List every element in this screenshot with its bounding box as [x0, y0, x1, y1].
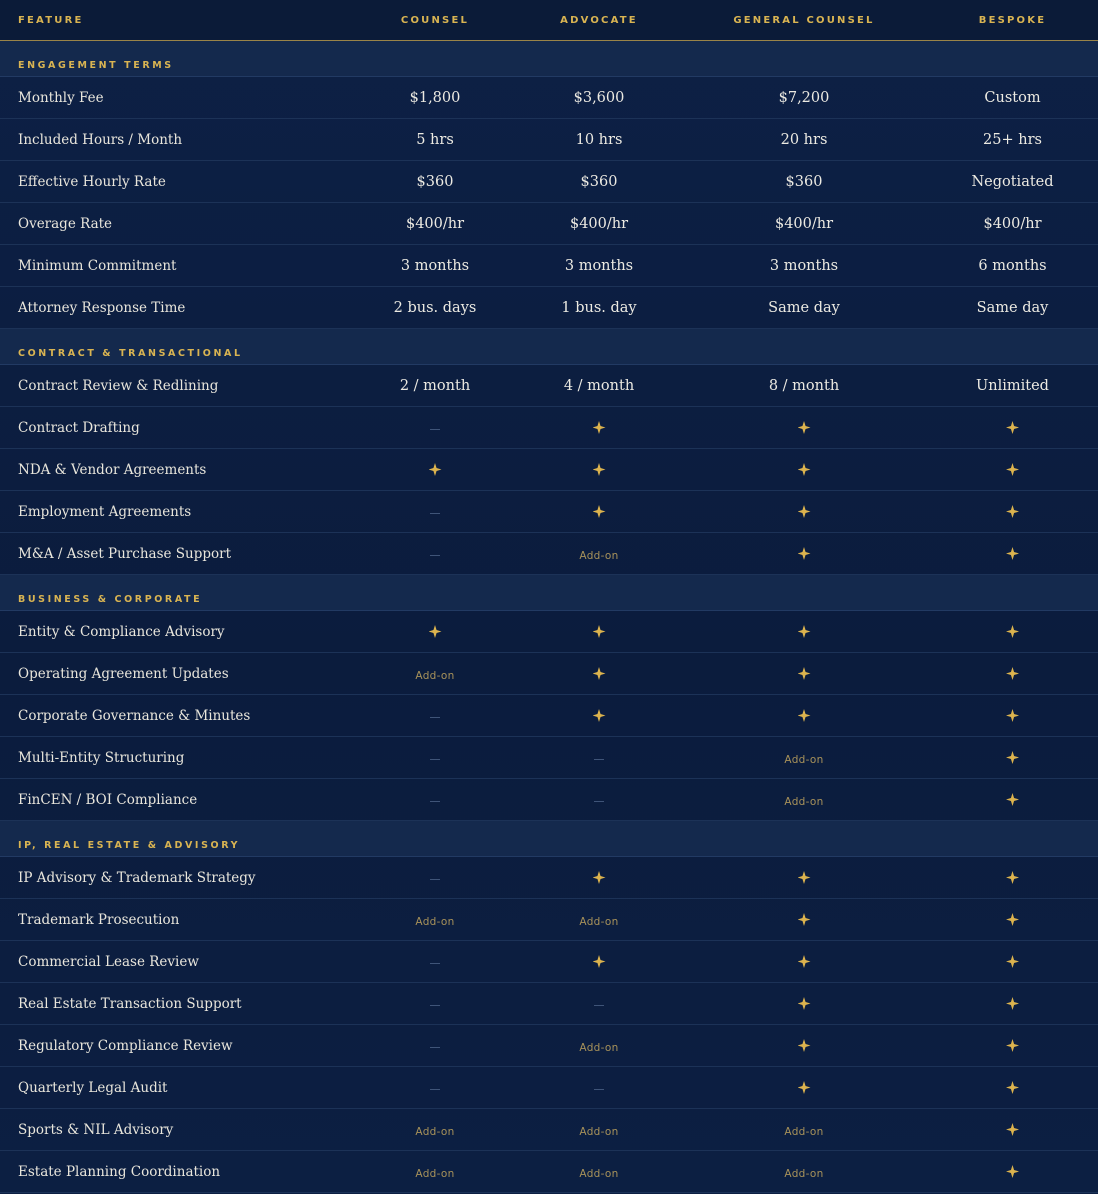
tier-value-cell: $1,800: [409, 89, 461, 106]
tier-value-cell: [927, 1164, 1098, 1180]
star-icon: [593, 709, 606, 722]
star-icon: [1006, 463, 1019, 476]
addon-label: Add-on: [415, 1125, 455, 1138]
star-icon: [1006, 913, 1019, 926]
section-title: BUSINESS & CORPORATE: [18, 594, 203, 605]
tier-value-cell: [927, 420, 1098, 436]
tier-value-cell: [353, 750, 517, 766]
tier-value-cell: Same day: [976, 299, 1049, 316]
feature-label: Monthly Fee: [18, 89, 104, 106]
star-icon: [798, 913, 811, 926]
feature-label: Multi-Entity Structuring: [18, 749, 185, 766]
tier-value-cell: [353, 1038, 517, 1054]
table-row: [0, 737, 1098, 779]
tier-value-cell: [927, 1080, 1098, 1096]
addon-label: Add-on: [415, 915, 455, 928]
tier-value-cell: [517, 1080, 681, 1096]
feature-label: Estate Planning Coordination: [18, 1163, 221, 1180]
table-row: [0, 533, 1098, 575]
star-icon: [1006, 421, 1019, 434]
tier-value-cell: [517, 462, 681, 478]
section-header: [0, 41, 1098, 77]
table-row: [0, 407, 1098, 449]
tier-value-cell: [353, 954, 517, 970]
star-icon: [593, 871, 606, 884]
star-icon: [798, 871, 811, 884]
tier-value-cell: [681, 870, 927, 886]
tier-value-cell: [353, 420, 517, 436]
table-row: [0, 983, 1098, 1025]
tier-value-cell: [927, 546, 1098, 562]
feature-label: Overage Rate: [18, 215, 113, 232]
tier-value-cell: [927, 750, 1098, 766]
table-row: [0, 1067, 1098, 1109]
table-row: [0, 695, 1098, 737]
tier-value-cell: 4 / month: [563, 377, 635, 394]
tier-value-cell: [681, 546, 927, 562]
star-icon: [798, 463, 811, 476]
tier-value-cell: [353, 996, 517, 1012]
tier-value-cell: [681, 912, 927, 928]
dash-icon: [430, 879, 440, 880]
tier-value-cell: [927, 954, 1098, 970]
tier-value-cell: $360: [785, 173, 823, 190]
section-title: CONTRACT & TRANSACTIONAL: [18, 348, 243, 359]
table-row: [0, 1025, 1098, 1067]
tier-value-cell: [927, 792, 1098, 808]
star-icon: [798, 667, 811, 680]
feature-label: Effective Hourly Rate: [18, 173, 166, 190]
tier-value-cell: [353, 792, 517, 808]
dash-icon: [594, 801, 604, 802]
tier-value-cell: $360: [416, 173, 454, 190]
tier-value-cell: $400/hr: [569, 215, 629, 232]
header-feature: FEATURE: [18, 15, 84, 26]
tier-value-cell: [517, 546, 681, 562]
tier-value-cell: [681, 1038, 927, 1054]
tier-value-cell: [517, 504, 681, 520]
header-tier-bespoke: BESPOKE: [978, 15, 1047, 26]
star-icon: [1006, 955, 1019, 968]
dash-icon: [430, 801, 440, 802]
table-row: [0, 1151, 1098, 1193]
addon-label: Add-on: [579, 915, 619, 928]
table-row: [0, 119, 1098, 161]
star-icon: [593, 667, 606, 680]
star-icon: [593, 505, 606, 518]
tier-value-cell: [681, 1164, 927, 1180]
feature-label: Sports & NIL Advisory: [18, 1121, 174, 1138]
tier-value-cell: Negotiated: [971, 173, 1054, 190]
table-row: [0, 491, 1098, 533]
star-icon: [798, 421, 811, 434]
tier-value-cell: $7,200: [778, 89, 830, 106]
dash-icon: [430, 717, 440, 718]
section-header: [0, 575, 1098, 611]
table-row: [0, 203, 1098, 245]
tier-value-cell: 5 hrs: [416, 131, 454, 148]
tier-value-cell: [353, 870, 517, 886]
feature-label: Trademark Prosecution: [18, 911, 180, 928]
tier-value-cell: [517, 666, 681, 682]
star-icon: [798, 547, 811, 560]
tier-value-cell: [681, 1080, 927, 1096]
dash-icon: [594, 759, 604, 760]
tier-value-cell: [517, 792, 681, 808]
tier-value-cell: [927, 1038, 1098, 1054]
tier-value-cell: [927, 462, 1098, 478]
table-row: [0, 287, 1098, 329]
addon-label: Add-on: [579, 1041, 619, 1054]
star-icon: [1006, 997, 1019, 1010]
section-title: IP, REAL ESTATE & ADVISORY: [18, 840, 241, 851]
dash-icon: [430, 555, 440, 556]
tier-value-cell: [681, 1122, 927, 1138]
tier-value-cell: [927, 666, 1098, 682]
tier-value-cell: [353, 666, 517, 682]
tier-value-cell: [353, 912, 517, 928]
section-header: [0, 329, 1098, 365]
tier-value-cell: [517, 954, 681, 970]
tier-value-cell: [517, 996, 681, 1012]
tier-value-cell: Unlimited: [976, 377, 1049, 394]
tier-value-cell: [681, 750, 927, 766]
star-icon: [798, 505, 811, 518]
tier-value-cell: 2 / month: [399, 377, 471, 394]
feature-label: IP Advisory & Trademark Strategy: [18, 869, 256, 886]
table-row: [0, 77, 1098, 119]
star-icon: [1006, 1081, 1019, 1094]
table-row: [0, 611, 1098, 653]
addon-label: Add-on: [784, 1125, 824, 1138]
dash-icon: [430, 963, 440, 964]
feature-label: Contract Drafting: [18, 419, 140, 436]
star-icon: [798, 1039, 811, 1052]
star-icon: [1006, 625, 1019, 638]
star-icon: [798, 997, 811, 1010]
star-icon: [593, 955, 606, 968]
tier-value-cell: [681, 666, 927, 682]
tier-value-cell: [517, 1164, 681, 1180]
dash-icon: [430, 1089, 440, 1090]
tier-value-cell: [681, 420, 927, 436]
star-icon: [1006, 871, 1019, 884]
feature-label: Quarterly Legal Audit: [18, 1079, 168, 1096]
star-icon: [798, 955, 811, 968]
tier-value-cell: [353, 1080, 517, 1096]
tier-value-cell: [353, 546, 517, 562]
tier-value-cell: [681, 954, 927, 970]
tier-value-cell: [353, 462, 517, 478]
table-row: [0, 365, 1098, 407]
tier-value-cell: [353, 1122, 517, 1138]
table-body: [0, 41, 1098, 1193]
tier-value-cell: [517, 420, 681, 436]
table-row: [0, 941, 1098, 983]
star-icon: [593, 421, 606, 434]
dash-icon: [594, 1005, 604, 1006]
tier-value-cell: [927, 912, 1098, 928]
tier-value-cell: [927, 624, 1098, 640]
tier-value-cell: [927, 504, 1098, 520]
tier-value-cell: 2 bus. days: [393, 299, 477, 316]
star-icon: [593, 625, 606, 638]
tier-value-cell: [353, 624, 517, 640]
star-icon: [429, 625, 442, 638]
feature-label: FinCEN / BOI Compliance: [18, 791, 198, 808]
tier-value-cell: [681, 462, 927, 478]
tier-value-cell: [517, 624, 681, 640]
table-row: [0, 899, 1098, 941]
dash-icon: [430, 1005, 440, 1006]
addon-label: Add-on: [784, 753, 824, 766]
star-icon: [593, 463, 606, 476]
tier-value-cell: [927, 708, 1098, 724]
tier-value-cell: 20 hrs: [780, 131, 828, 148]
tier-value-cell: 3 months: [564, 257, 634, 274]
tier-value-cell: $360: [580, 173, 618, 190]
tier-value-cell: [353, 1164, 517, 1180]
tier-value-cell: [681, 504, 927, 520]
tier-value-cell: 3 months: [400, 257, 470, 274]
star-icon: [1006, 667, 1019, 680]
tier-value-cell: $400/hr: [405, 215, 465, 232]
star-icon: [1006, 1165, 1019, 1178]
header-tier-counsel: COUNSEL: [400, 15, 470, 26]
table-header: [0, 0, 1098, 41]
header-tier-advocate: ADVOCATE: [560, 15, 638, 26]
tier-value-cell: [517, 708, 681, 724]
dash-icon: [430, 513, 440, 514]
tier-value-cell: $3,600: [573, 89, 625, 106]
tier-value-cell: [353, 708, 517, 724]
table-row: [0, 449, 1098, 491]
tier-value-cell: [353, 504, 517, 520]
section-title: ENGAGEMENT TERMS: [18, 60, 174, 71]
tier-value-cell: [517, 1038, 681, 1054]
feature-label: Contract Review & Redlining: [18, 377, 219, 394]
table-row: [0, 653, 1098, 695]
star-icon: [429, 463, 442, 476]
feature-label: Corporate Governance & Minutes: [18, 707, 251, 724]
tier-value-cell: [517, 1122, 681, 1138]
tier-value-cell: 8 / month: [768, 377, 840, 394]
addon-label: Add-on: [579, 1125, 619, 1138]
tier-value-cell: $400/hr: [983, 215, 1042, 232]
addon-label: Add-on: [784, 1167, 824, 1180]
tier-value-cell: 6 months: [978, 257, 1047, 274]
star-icon: [798, 1081, 811, 1094]
tier-value-cell: 3 months: [769, 257, 839, 274]
table-row: [0, 161, 1098, 203]
feature-label: Regulatory Compliance Review: [18, 1037, 233, 1054]
tier-value-cell: [681, 708, 927, 724]
star-icon: [798, 709, 811, 722]
feature-label: Employment Agreements: [18, 503, 192, 520]
tier-value-cell: [927, 870, 1098, 886]
feature-label: Entity & Compliance Advisory: [18, 623, 225, 640]
feature-label: Included Hours / Month: [18, 131, 183, 148]
feature-label: M&A / Asset Purchase Support: [18, 545, 232, 562]
addon-label: Add-on: [784, 795, 824, 808]
dash-icon: [430, 1047, 440, 1048]
tier-value-cell: [517, 750, 681, 766]
star-icon: [1006, 751, 1019, 764]
dash-icon: [430, 429, 440, 430]
table-row: [0, 857, 1098, 899]
addon-label: Add-on: [579, 549, 619, 562]
star-icon: [1006, 793, 1019, 806]
addon-label: Add-on: [415, 669, 455, 682]
feature-label: NDA & Vendor Agreements: [18, 461, 207, 478]
tier-value-cell: 1 bus. day: [561, 299, 637, 316]
tier-value-cell: [517, 912, 681, 928]
tier-value-cell: 10 hrs: [575, 131, 623, 148]
tier-value-cell: [927, 1122, 1098, 1138]
table-row: [0, 1109, 1098, 1151]
tier-value-cell: [681, 624, 927, 640]
tier-value-cell: [681, 792, 927, 808]
addon-label: Add-on: [579, 1167, 619, 1180]
tier-value-cell: $400/hr: [774, 215, 834, 232]
feature-label: Minimum Commitment: [18, 257, 177, 274]
dash-icon: [594, 1089, 604, 1090]
tier-value-cell: [681, 996, 927, 1012]
feature-label: Operating Agreement Updates: [18, 665, 229, 682]
star-icon: [1006, 709, 1019, 722]
table-row: [0, 779, 1098, 821]
tier-value-cell: Same day: [768, 299, 840, 316]
table-row: [0, 245, 1098, 287]
feature-label: Attorney Response Time: [18, 299, 186, 316]
star-icon: [798, 625, 811, 638]
star-icon: [1006, 1123, 1019, 1136]
tier-value-cell: [517, 870, 681, 886]
star-icon: [1006, 547, 1019, 560]
tier-value-cell: [927, 996, 1098, 1012]
addon-label: Add-on: [415, 1167, 455, 1180]
section-header: [0, 821, 1098, 857]
header-tier-general-counsel: GENERAL COUNSEL: [733, 15, 875, 26]
dash-icon: [430, 759, 440, 760]
feature-label: Real Estate Transaction Support: [18, 995, 242, 1012]
tier-value-cell: 25+ hrs: [983, 131, 1042, 148]
tier-value-cell: Custom: [984, 89, 1041, 106]
star-icon: [1006, 1039, 1019, 1052]
feature-label: Commercial Lease Review: [18, 953, 199, 970]
star-icon: [1006, 505, 1019, 518]
